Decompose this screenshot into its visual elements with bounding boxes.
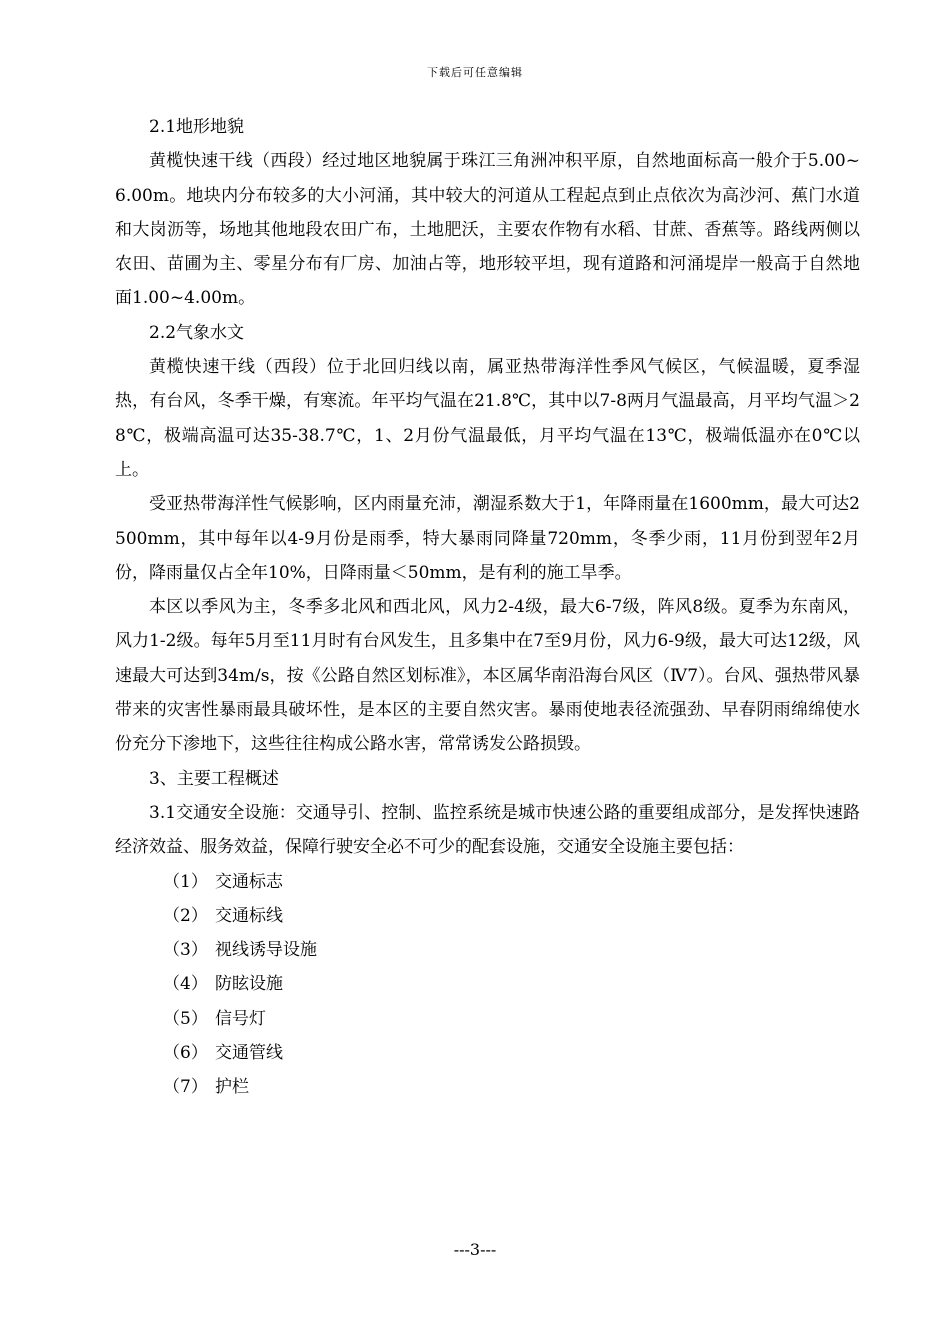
page-number: ---3--- xyxy=(453,1240,497,1259)
facility-list xyxy=(115,865,860,1105)
paragraph-terrain: 黄榄快速干线（西段）经过地区地貌属于珠江三角洲冲积平原，自然地面标高一般介于5.00~6.00m。地块内分布较多的大小河涌，其中较大的河道从工程起点到止点依次为高沙河、蕉门水道和大岗沥等，场地其他地段农田广布，土地肥沃，主要农作物有水稻、甘蔗、香蕉等。路线两侧以农田、苗圃为主、零星分布有厂房、加油占等，地形较平坦，现有道路和河涌堤岸一般高于自然地面1.00~4.00m。 xyxy=(115,151,860,309)
section-heading-3: 3、主要工程概述 xyxy=(149,768,279,789)
list-item xyxy=(115,1036,860,1070)
list-item-label: 防眩设施 xyxy=(215,974,283,995)
list-item-label: 信号灯 xyxy=(215,1008,266,1029)
list-item xyxy=(115,1002,860,1036)
list-item-label: 视线诱导设施 xyxy=(215,940,317,961)
list-item-number: （1） xyxy=(163,871,208,892)
paragraph-rainfall: 受亚热带海洋性气候影响，区内雨量充沛，潮湿系数大于1，年降雨量在1600mm，最大可达2500mm，其中每年以4-9月份是雨季，特大暴雨同降量720mm，冬季少雨，11月份到翌年2月份，降雨量仅占全年10%，日降雨量＜50mm，是有利的施工旱季。 xyxy=(115,494,860,583)
paragraph-traffic-safety: 3.1交通安全设施：交通导引、控制、监控系统是城市快速公路的重要组成部分，是发挥快速路经济效益、服务效益，保障行驶安全必不可少的配套设施，交通安全设施主要包括： xyxy=(115,802,860,858)
list-item xyxy=(115,967,860,1001)
list-item-number: （3） xyxy=(163,940,208,961)
list-item xyxy=(115,933,860,967)
list-item xyxy=(115,899,860,933)
list-item-label: 交通标线 xyxy=(215,905,283,926)
list-item-number: （2） xyxy=(163,905,208,926)
list-item-number: （7） xyxy=(163,1077,208,1098)
page-header: 下载后可任意编辑 xyxy=(427,66,523,79)
list-item-number: （5） xyxy=(163,1008,208,1029)
list-item-label: 护栏 xyxy=(215,1077,249,1098)
document-body xyxy=(115,110,860,1105)
section-heading-2-1: 2.1地形地貌 xyxy=(149,117,245,137)
list-item-label: 交通管线 xyxy=(215,1043,283,1064)
list-item-number: （6） xyxy=(163,1043,208,1064)
list-item xyxy=(115,865,860,899)
list-item-number: （4） xyxy=(163,974,208,995)
paragraph-wind: 本区以季风为主，冬季多北风和西北风，风力2-4级，最大6-7级，阵风8级。夏季为东南风，风力1-2级。每年5月至11月时有台风发生，且多集中在7至9月份，风力6-9级，最大可达12级，风速最大可达到34m/s，按《公路自然区划标准》，本区属华南沿海台风区（Ⅳ7）。台风、强热带风暴带来的灾害性暴雨最具破坏性，是本区的主要自然灾害。暴雨使地表径流强劲、早春阴雨绵绵使水份充分下渗地下，这些往往构成公路水害，常常诱发公路损毁。 xyxy=(115,597,860,755)
paragraph-climate: 黄榄快速干线（西段）位于北回归线以南，属亚热带海洋性季风气候区，气候温暖，夏季湿热，有台风，冬季干燥，有寒流。年平均气温在21.8℃，其中以7-8两月气温最高，月平均气温＞28℃，极端高温可达35-38.7℃，1、2月份气温最低，月平均气温在13℃，极端低温亦在0℃以上。 xyxy=(115,357,860,480)
section-heading-2-2: 2.2气象水文 xyxy=(149,322,245,343)
list-item-label: 交通标志 xyxy=(215,871,283,892)
list-item xyxy=(115,1070,860,1104)
